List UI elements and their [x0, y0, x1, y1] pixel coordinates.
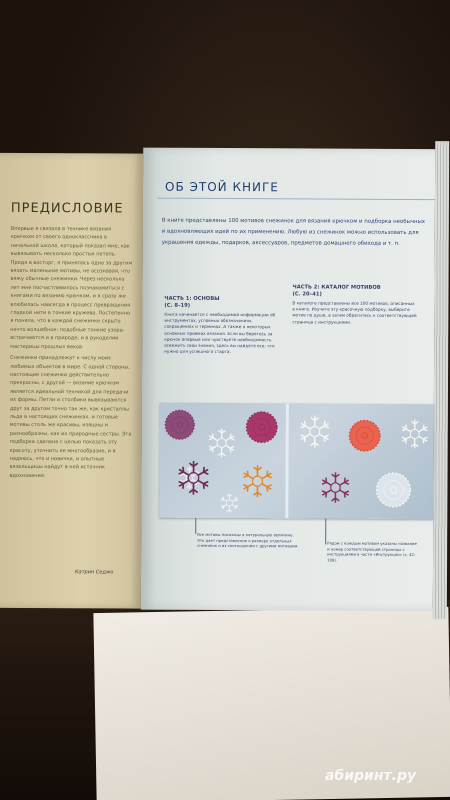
part1-heading: [164, 296, 219, 310]
snowflake-white-top: [207, 429, 236, 458]
snowflake-white-right-top: [299, 415, 331, 447]
snowflake-purple-bottom: [177, 461, 210, 495]
caption-left-line: [195, 518, 196, 534]
page-edges: [433, 141, 450, 619]
part1-text: Книга начинается с необходимой информации об инструментах, условных обозначениях, сокращениях и терминах. А также о некоторых основных приемах вязания. Если вы беретесь за крючок впервые или чувствуете необходимость освежить свои знания, здесь вы найдете все, что нужно для успешного старта.: [164, 311, 276, 355]
snowflake-white-small: [178, 467, 200, 490]
intro-text: В книге представлены 100 мотивов снежинок для вязания крючком и подборка необычных и вдохновляющих идей по их применению. Любую из снежинок можно использовать для украшения одежды, подарков, аксессуаров, предметов домашнего обихода и т. п.: [161, 217, 425, 247]
part2-title: ЧАСТЬ 2: КАТАЛОГ МОТИВОВ: [292, 284, 381, 291]
caption-right: Рядом с каждым мотивом указаны название и номер соответствующей страницы с инструкциями в части «Инструкции» (с. 42–109).: [327, 540, 417, 563]
caption-right-line: [325, 519, 326, 545]
snowflake-orange-center: [242, 465, 274, 497]
open-book: [0, 147, 450, 619]
snowflake-motifs: [159, 403, 434, 519]
part2-text: В каталоге представлены все 100 мотивов, описанных в книге. Изучите эту красочную подборку, выберите мотив по душе, а затем обратитесь к соответствующей странице с инструкциями.: [292, 300, 417, 325]
caption-left: Все мотивы показаны в натуральную величину. Это дает представление о размере отдельных снежинок и их соотношении с другими мотивами.: [197, 531, 299, 549]
snowflake-photo: [159, 403, 434, 519]
snowflake-magenta-right: [246, 412, 277, 443]
snowflake-purple-top: [165, 410, 194, 439]
watermark-logo: абиринт.ру: [325, 768, 417, 784]
author-signature: Катрин Седжо: [74, 569, 114, 576]
snowflake-white-hex: [377, 473, 411, 507]
left-page: [0, 153, 143, 609]
snowflake-white-bottom: [220, 493, 239, 512]
left-paragraph-1: Впервые я связала в технике вязания крючком от своего одноклассника в начальной школе, который показал мне, как вывязывать несколько простых петель. Придя в восторг, я принялась одно за другим вязать маленькие мотивы, не осознавая, что вяжу обычные снежинки. Через несколько лет мне посчастливилось познакомиться с книгами по вязанию крючком, и я сразу же влюбилась навсегда в процесс превращения гладкой нити в тонкие кружева. Постепенно я поняла, что в каждой снежинке скрыто нечто волшебное: подобные тонкие узоры встречаются и в природе, и в рукоделии мастерицы прошлых веков.: [10, 225, 133, 350]
snowflake-purple-right: [320, 472, 350, 503]
part2-pages: (С. 20–41): [292, 291, 322, 298]
snowflake-red-top: [349, 420, 380, 451]
snowflake-white-far: [400, 420, 429, 449]
part1-title: ЧАСТЬ 1: ОСНОВЫ: [164, 295, 220, 302]
left-paragraph-2: Снежинки принадлежат к числу моих любимых объектов в мире. С одной стороны, настоящие снежинки действительно прекрасны, с другой — вязание крючком является идеальной техникой для передачи их формы. Петли и столбики вывязываются друг за другом точно так же, как кристаллы льда в настоящих снежинках, и готовые мотивы столь же красивы, изящны и разнообразны, как их природные сестры. Эта подборка сделана с целью показать эту красоту, уточнить ее многообразие, и я надеюсь, что и новички, и опытные вязальщицы найдут в ней источник вдохновения.: [9, 354, 132, 479]
part2-heading: [292, 284, 380, 298]
left-page-title: ПРЕДИСЛОВИЕ: [10, 200, 124, 217]
right-page-title: ОБ ЭТОЙ КНИГЕ: [164, 179, 279, 195]
part1-pages: (С. 8–19): [164, 302, 191, 309]
left-page-body: [9, 225, 132, 484]
